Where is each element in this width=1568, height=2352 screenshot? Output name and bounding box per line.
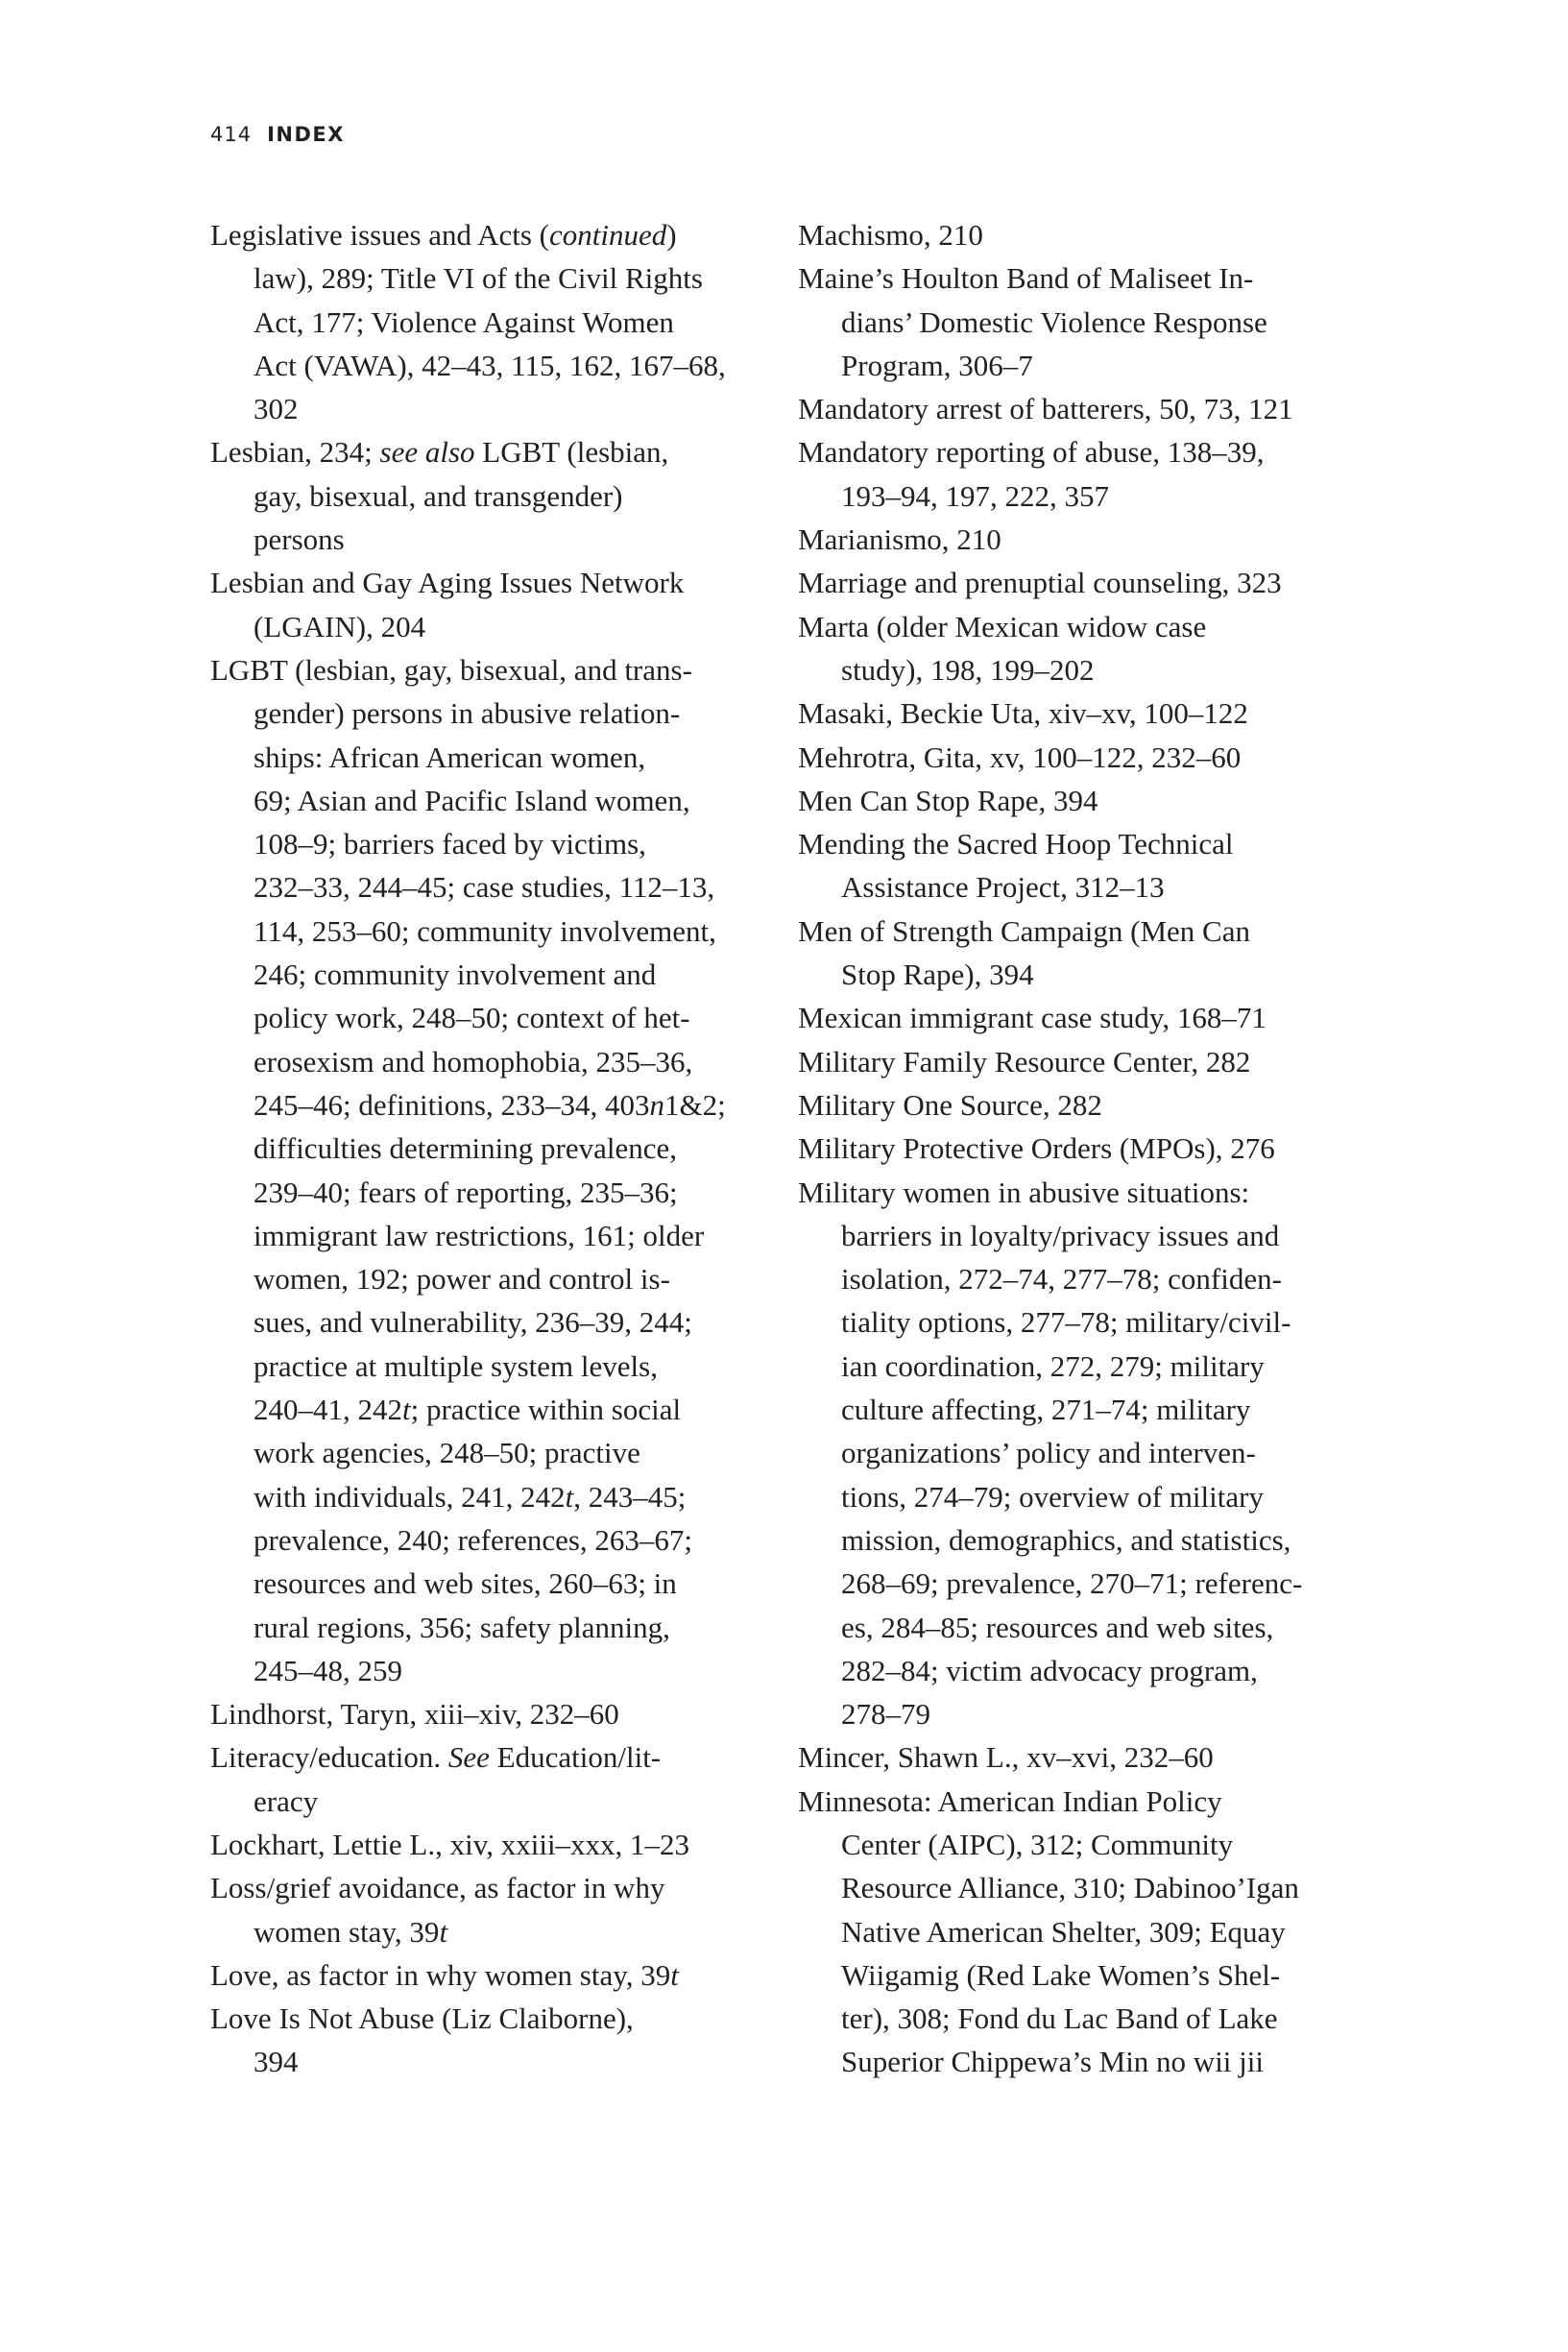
entry-continuation-line: [210, 1649, 767, 1692]
entry-text: with individuals, 241, 242: [253, 1479, 566, 1514]
italic-text: t: [402, 1393, 411, 1427]
entry-text: rural regions, 356; safety planning,: [253, 1610, 670, 1644]
entry-heading-line: [798, 561, 1355, 604]
entry-text: Wiigamig (Red Lake Women’s Shel-: [841, 1957, 1281, 1992]
entry-text: 114, 253–60; community involvement,: [253, 913, 716, 948]
entry-continuation-line: [210, 1562, 767, 1605]
entry-heading-line: [798, 909, 1355, 953]
entry-heading-line: [210, 561, 767, 604]
entry-text: law), 289; Title VI of the Civil Rights: [253, 261, 703, 296]
index-entry: [210, 1953, 767, 1997]
entry-continuation-line: [210, 736, 767, 779]
entry-text: Lockhart, Lettie L., xiv, xxiii–xxx, 1–23: [210, 1827, 690, 1861]
entry-text: 278–79: [841, 1697, 930, 1732]
entry-continuation-line: [798, 1518, 1355, 1562]
entry-text: Marianismo, 210: [798, 522, 1001, 557]
entry-text: Native American Shelter, 309; Equay: [841, 1914, 1286, 1949]
entry-text: tiality options, 277–78; military/civil-: [841, 1305, 1291, 1340]
entry-heading-line: [210, 1735, 767, 1779]
entry-continuation-line: [210, 1214, 767, 1257]
entry-heading-line: [210, 1823, 767, 1866]
entry-continuation-line: [798, 1910, 1355, 1953]
entry-text: 394: [253, 2045, 299, 2079]
entry-text: Mandatory reporting of abuse, 138–39,: [798, 435, 1265, 470]
entry-text: immigrant law restrictions, 161; older: [253, 1218, 705, 1252]
entry-continuation-line: [798, 1214, 1355, 1257]
entry-text: 239–40; fears of reporting, 235–36;: [253, 1175, 678, 1209]
index-entry: [210, 1735, 767, 1823]
entry-text: difficulties determining prevalence,: [253, 1131, 678, 1166]
entry-text: ; practice within social: [410, 1393, 682, 1427]
entry-text: ships: African American women,: [253, 740, 646, 774]
entry-text: erosexism and homophobia, 235–36,: [253, 1044, 693, 1079]
entry-text: resources and web sites, 260–63; in: [253, 1566, 677, 1601]
entry-text: Loss/grief avoidance, as factor in why: [210, 1871, 665, 1905]
entry-continuation-line: [210, 1780, 767, 1823]
entry-continuation-line: [798, 1606, 1355, 1649]
entry-continuation-line: [798, 1692, 1355, 1735]
entry-text: es, 284–85; resources and web sites,: [841, 1610, 1274, 1644]
index-entry: [798, 691, 1355, 735]
index-column-left: [210, 213, 767, 2084]
entry-text: organizations’ policy and interven-: [841, 1436, 1256, 1470]
entry-text: 69; Asian and Pacific Island women,: [253, 783, 690, 817]
entry-text: Mehrotra, Gita, xv, 100–122, 232–60: [798, 740, 1242, 774]
entry-continuation-line: [210, 779, 767, 822]
entry-text: Mandatory arrest of batterers, 50, 73, 121: [798, 392, 1293, 426]
entry-continuation-line: [798, 1997, 1355, 2040]
entry-text: Education/lit-: [489, 1740, 662, 1775]
entry-continuation-line: [798, 865, 1355, 909]
entry-heading-line: [210, 1997, 767, 2040]
entry-text: Assistance Project, 312–13: [841, 870, 1165, 905]
entry-text: eracy: [253, 1783, 319, 1818]
entry-text: Act, 177; Violence Against Women: [253, 304, 674, 339]
entry-text: Maine’s Houlton Band of Maliseet In-: [798, 261, 1254, 296]
entry-heading-line: [798, 1735, 1355, 1779]
entry-text: LGBT (lesbian, gay, bisexual, and trans-: [210, 652, 692, 687]
entry-continuation-line: [210, 387, 767, 430]
entry-text: ): [666, 218, 677, 252]
entry-text: culture affecting, 271–74; military: [841, 1393, 1251, 1427]
index-entry: [798, 387, 1355, 430]
index-entry: [798, 736, 1355, 779]
entry-text: Marta (older Mexican widow case: [798, 609, 1207, 643]
entry-text: persons: [253, 522, 345, 557]
entry-text: mission, demographics, and statistics,: [841, 1522, 1291, 1557]
entry-text: 246; community involvement and: [253, 958, 657, 992]
entry-text: women, 192; power and control is-: [253, 1262, 670, 1297]
entry-heading-line: [210, 430, 767, 473]
entry-text: Superior Chippewa’s Min no wii jii: [841, 2045, 1265, 2079]
entry-continuation-line: [210, 1388, 767, 1431]
entry-heading-line: [798, 213, 1355, 256]
entry-text: Military One Source, 282: [798, 1087, 1102, 1122]
entry-continuation-line: [798, 1475, 1355, 1518]
entry-heading-line: [798, 822, 1355, 865]
entry-heading-line: [798, 1083, 1355, 1127]
entry-text: gender) persons in abusive relation-: [253, 696, 681, 731]
entry-text: gay, bisexual, and transgender): [253, 478, 623, 513]
entry-continuation-line: [798, 648, 1355, 691]
entry-text: policy work, 248–50; context of het-: [253, 1001, 690, 1035]
entry-text: 302: [253, 392, 299, 426]
index-entry: [798, 1780, 1355, 2084]
entry-text: Military women in abusive situations:: [798, 1175, 1250, 1209]
entry-text: prevalence, 240; references, 263–67;: [253, 1522, 693, 1557]
entry-text: , 243–45;: [573, 1479, 687, 1514]
entry-text: 268–69; prevalence, 270–71; referenc-: [841, 1566, 1303, 1601]
entry-text: Men Can Stop Rape, 394: [798, 783, 1098, 817]
entry-heading-line: [798, 779, 1355, 822]
entry-text: Men of Strength Campaign (Men Can: [798, 913, 1250, 948]
entry-text: Minnesota: American Indian Policy: [798, 1783, 1222, 1818]
index-entry: [798, 1040, 1355, 1083]
index-entry: [798, 213, 1355, 256]
entry-text: Mending the Sacred Hoop Technical: [798, 827, 1234, 861]
entry-continuation-line: [210, 344, 767, 387]
index-entry: [798, 779, 1355, 822]
entry-text: 245–48, 259: [253, 1653, 402, 1687]
entry-text: Center (AIPC), 312; Community: [841, 1827, 1234, 1861]
entry-continuation-line: [210, 1910, 767, 1953]
entry-continuation-line: [210, 1171, 767, 1214]
entry-continuation-line: [798, 1431, 1355, 1474]
index-entry: [798, 909, 1355, 997]
italic-text: n: [649, 1087, 664, 1122]
entry-text: Mexican immigrant case study, 168–71: [798, 1001, 1266, 1035]
index-entry: [210, 213, 767, 430]
index-entry: [798, 1735, 1355, 1779]
index-entry: [798, 1171, 1355, 1736]
entry-text: Mincer, Shawn L., xv–xvi, 232–60: [798, 1740, 1214, 1775]
entry-text: Lindhorst, Taryn, xiii–xiv, 232–60: [210, 1697, 619, 1732]
entry-text: Love Is Not Abuse (Liz Claiborne),: [210, 2001, 634, 2036]
entry-heading-line: [798, 430, 1355, 473]
entry-text: Program, 306–7: [841, 348, 1033, 382]
index-column-right: [798, 213, 1355, 2084]
entry-heading-line: [210, 1866, 767, 1909]
entry-continuation-line: [798, 1649, 1355, 1692]
italic-text: t: [565, 1479, 574, 1514]
entry-heading-line: [798, 996, 1355, 1039]
entry-continuation-line: [798, 2040, 1355, 2083]
entry-continuation-line: [210, 256, 767, 300]
entry-continuation-line: [210, 865, 767, 909]
entry-text: dians’ Domestic Violence Response: [841, 304, 1267, 339]
entry-continuation-line: [210, 605, 767, 648]
entry-continuation-line: [798, 953, 1355, 996]
entry-text: LGBT (lesbian,: [474, 435, 669, 470]
entry-continuation-line: [798, 1388, 1355, 1431]
entry-continuation-line: [210, 996, 767, 1039]
entry-text: study), 198, 199–202: [841, 652, 1095, 687]
entry-heading-line: [798, 1780, 1355, 1823]
entry-heading-line: [798, 1171, 1355, 1214]
entry-text: 282–84; victim advocacy program,: [841, 1653, 1258, 1687]
index-entry: [210, 1823, 767, 1866]
entry-heading-line: [798, 387, 1355, 430]
italic-text: t: [439, 1914, 448, 1949]
entry-continuation-line: [798, 1866, 1355, 1909]
entry-continuation-line: [210, 1083, 767, 1127]
entry-continuation-line: [798, 1953, 1355, 1997]
entry-text: 193–94, 197, 222, 357: [841, 478, 1109, 513]
entry-text: ian coordination, 272, 279; military: [841, 1348, 1265, 1383]
entry-continuation-line: [798, 1257, 1355, 1300]
entry-text: Masaki, Beckie Uta, xiv–xv, 100–122: [798, 696, 1248, 731]
entry-heading-line: [210, 213, 767, 256]
index-entry: [798, 430, 1355, 518]
entry-text: Legislative issues and Acts (: [210, 218, 549, 252]
entry-text: Act (VAWA), 42–43, 115, 162, 167–68,: [253, 348, 726, 382]
index-entry: [798, 605, 1355, 692]
entry-text: Stop Rape), 394: [841, 958, 1034, 992]
entry-heading-line: [210, 648, 767, 691]
entry-heading-line: [798, 518, 1355, 561]
entry-text: 232–33, 244–45; case studies, 112–13,: [253, 870, 715, 905]
entry-text: tions, 274–79; overview of military: [841, 1479, 1264, 1514]
italic-text: continued: [549, 218, 667, 252]
entry-continuation-line: [210, 474, 767, 518]
entry-continuation-line: [798, 1300, 1355, 1344]
entry-continuation-line: [798, 344, 1355, 387]
index-entry: [798, 256, 1355, 387]
index-entry: [210, 430, 767, 561]
section-title: INDEX: [267, 123, 345, 146]
entry-text: barriers in loyalty/privacy issues and: [841, 1218, 1280, 1252]
entry-heading-line: [798, 1040, 1355, 1083]
entry-heading-line: [798, 736, 1355, 779]
entry-text: Love, as factor in why women stay, 39: [210, 1957, 671, 1992]
entry-text: 245–46; definitions, 233–34, 403: [253, 1087, 650, 1122]
page-number: 414: [210, 123, 253, 146]
entry-continuation-line: [210, 691, 767, 735]
entry-text: practice at multiple system levels,: [253, 1348, 658, 1383]
entry-continuation-line: [210, 1127, 767, 1170]
entry-continuation-line: [210, 1345, 767, 1388]
entry-continuation-line: [210, 2040, 767, 2083]
entry-text: Military Family Resource Center, 282: [798, 1044, 1251, 1079]
entry-continuation-line: [210, 822, 767, 865]
entry-heading-line: [798, 605, 1355, 648]
entry-continuation-line: [798, 1823, 1355, 1866]
index-entry: [210, 1866, 767, 1953]
entry-continuation-line: [210, 909, 767, 953]
index-entry: [210, 1997, 767, 2084]
entry-continuation-line: [798, 301, 1355, 344]
entry-continuation-line: [210, 1040, 767, 1083]
index-entry: [210, 1692, 767, 1735]
index-entry: [798, 822, 1355, 909]
entry-continuation-line: [210, 1257, 767, 1300]
entry-text: Resource Alliance, 310; Dabinoo’Igan: [841, 1871, 1299, 1905]
entry-text: Marriage and prenuptial counseling, 323: [798, 566, 1282, 600]
entry-text: Military Protective Orders (MPOs), 276: [798, 1131, 1275, 1166]
entry-text: women stay, 39: [253, 1914, 440, 1949]
entry-text: Literacy/education.: [210, 1740, 448, 1775]
index-entry: [798, 518, 1355, 561]
entry-heading-line: [798, 256, 1355, 300]
entry-continuation-line: [210, 1300, 767, 1344]
entry-text: work agencies, 248–50; practive: [253, 1436, 640, 1470]
entry-text: (LGAIN), 204: [253, 609, 426, 643]
entry-text: isolation, 272–74, 277–78; confiden-: [841, 1262, 1282, 1297]
entry-continuation-line: [798, 474, 1355, 518]
entry-continuation-line: [798, 1345, 1355, 1388]
entry-text: Lesbian and Gay Aging Issues Network: [210, 566, 685, 600]
entry-heading-line: [210, 1692, 767, 1735]
entry-continuation-line: [210, 301, 767, 344]
entry-continuation-line: [210, 1475, 767, 1518]
entry-continuation-line: [798, 1562, 1355, 1605]
entry-continuation-line: [210, 518, 767, 561]
italic-text: see also: [379, 435, 475, 470]
entry-heading-line: [798, 691, 1355, 735]
index-entry: [798, 1083, 1355, 1127]
entry-text: 108–9; barriers faced by victims,: [253, 827, 646, 861]
index-entry: [798, 561, 1355, 604]
index-entry: [798, 1127, 1355, 1170]
entry-text: sues, and vulnerability, 236–39, 244;: [253, 1305, 692, 1340]
entry-text: Machismo, 210: [798, 218, 983, 252]
entry-text: 1&2;: [663, 1087, 726, 1122]
entry-continuation-line: [210, 1431, 767, 1474]
entry-text: 240–41, 242: [253, 1393, 402, 1427]
entry-heading-line: [210, 1953, 767, 1997]
entry-heading-line: [798, 1127, 1355, 1170]
entry-text: ter), 308; Fond du Lac Band of Lake: [841, 2001, 1278, 2036]
entry-text: Lesbian, 234;: [210, 435, 380, 470]
italic-text: See: [447, 1740, 490, 1775]
entry-continuation-line: [210, 953, 767, 996]
index-entry: [798, 996, 1355, 1039]
italic-text: t: [670, 1957, 679, 1992]
index-entry: [210, 561, 767, 648]
index-entry: [210, 648, 767, 1692]
entry-continuation-line: [210, 1606, 767, 1649]
entry-continuation-line: [210, 1518, 767, 1562]
running-head: [210, 123, 345, 146]
